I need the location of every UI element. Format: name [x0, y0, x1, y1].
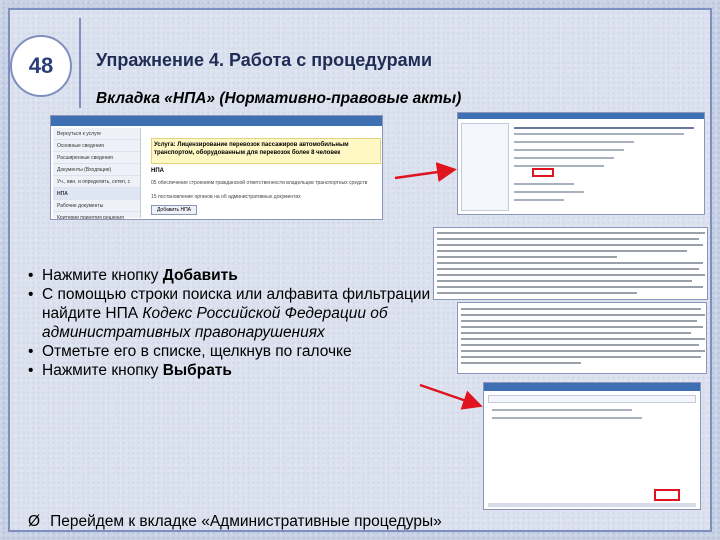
service-title: Услуга: Лицензирование перевозок пассажиров автомобильным транспортом, оборудованным для перевозок более 8 человек [151, 138, 381, 164]
sidebar-item: Расширенные сведения [53, 152, 140, 164]
slide-subtitle: Вкладка «НПА» (Нормативно-правовые акты) [96, 90, 462, 107]
footer-text: Перейдем к вкладке «Административные процедуры» [50, 513, 442, 530]
list-item: • Отметьте его в списке, щелкнув по галочке [28, 342, 448, 361]
sidebar-item: Основные сведения [53, 140, 140, 152]
slide-title: Упражнение 4. Работа с процедурами [96, 50, 433, 70]
sidebar-item: Рабочие документы [53, 200, 140, 212]
npa-row: 05 обеспечение строением гражданской ответственности владельцев транспортных средств [151, 180, 368, 186]
npa-row: 15 постановление органов на об административных документах [151, 194, 301, 200]
sidebar-item: Уч., вин. и определить, сетеп, с [53, 176, 140, 188]
tab-npa: НПА [151, 168, 164, 174]
sidebar-item: Документы (Входящие) [53, 164, 140, 176]
sidebar-item: Вернуться к услуге [53, 128, 140, 140]
list-item: • С помощью строки поиска или алфавита фильтрации найдите НПА Кодекс Российской Федерации об административных правонарушениях [28, 285, 448, 342]
sidebar-item: Критерии принятия решения [53, 212, 140, 220]
footer-note [28, 513, 442, 531]
list-item: • Нажмите кнопку Добавить [28, 266, 448, 285]
instruction-list [28, 266, 448, 380]
list-item: • Нажмите кнопку Выбрать [28, 361, 448, 380]
slide-number: 48 [10, 35, 72, 97]
arrow-bullet-icon: Ø [28, 513, 41, 530]
sidebar-item-npa: НПА [53, 188, 140, 200]
add-npa-button: Добавить НПА [151, 205, 197, 215]
